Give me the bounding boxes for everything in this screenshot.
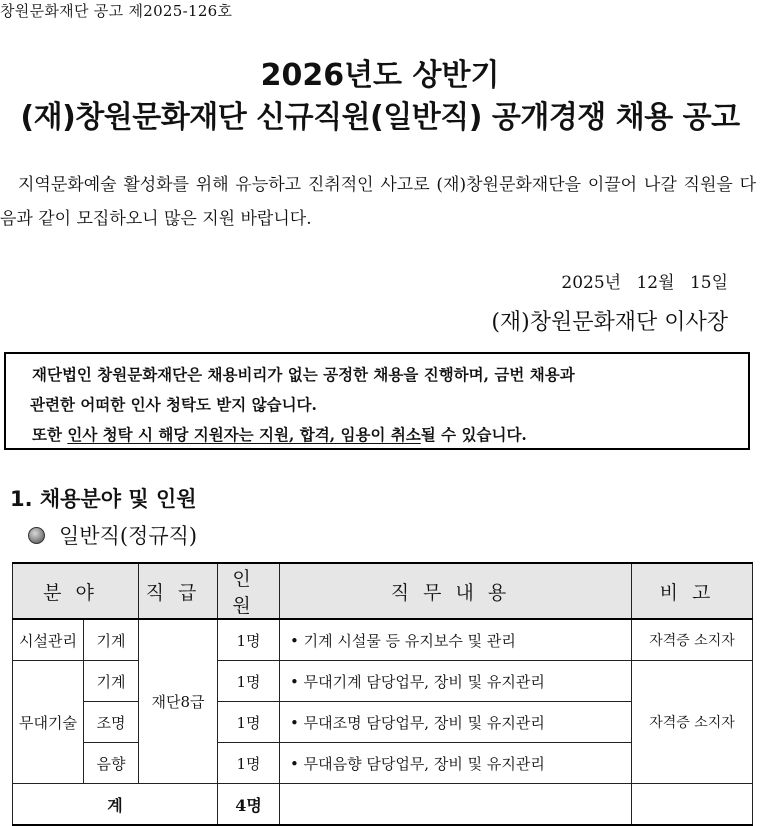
- total-label: 계: [13, 784, 218, 826]
- field-cell: 음향: [84, 743, 139, 784]
- header-field: 분야: [13, 563, 139, 619]
- header-duties: 직무내용: [280, 563, 632, 619]
- count-cell: 1명: [218, 743, 280, 784]
- title-line-2: (재)창원문화재단 신규직원(일반직) 공개경쟁 채용 공고: [20, 100, 740, 135]
- recruitment-table: [12, 562, 753, 826]
- field-cell: 기계: [84, 661, 139, 702]
- ethics-line-3-prefix: 또한: [32, 425, 68, 444]
- duties-cell: • 기계 시설물 등 유지보수 및 관리: [280, 619, 632, 661]
- header-remarks: 비고: [632, 563, 753, 619]
- notice-number: 창원문화재단 공고 제2025-126호: [0, 2, 233, 20]
- section-title: 1. 채용분야 및 인원: [10, 487, 197, 511]
- ethics-line-2: 관련한 어떠한 인사 청탁도 받지 않습니다.: [30, 395, 317, 414]
- notice-date: 2025년 12월 15일: [561, 273, 728, 293]
- total-count: 4명: [218, 784, 280, 826]
- subsection-heading: [28, 520, 197, 550]
- ethics-line-3-suffix: 될 수 있습니다.: [420, 425, 527, 444]
- field-cell: 기계: [84, 619, 139, 661]
- remarks-cell: 자격증 소지자: [632, 661, 753, 784]
- ethics-line-3: [32, 420, 738, 450]
- bullet-circle-icon: [28, 527, 45, 544]
- subsection-label: 일반직(정규직): [59, 524, 198, 548]
- duties-cell: • 무대음향 담당업무, 장비 및 유지관리: [280, 743, 632, 784]
- intro-paragraph: 지역문화예술 활성화를 위해 유능하고 진취적인 사고로 (재)창원문화재단을 이끌어 나갈 직원을 다음과 같이 모집하오니 많은 지원 바랍니다.: [0, 175, 756, 229]
- group-cell: 시설관리: [13, 619, 84, 661]
- total-remarks-empty: [632, 784, 753, 826]
- field-cell: 조명: [84, 702, 139, 743]
- issuer: (재)창원문화재단 이사장: [491, 310, 728, 335]
- table-row: [13, 619, 753, 661]
- table-row: [13, 661, 753, 702]
- group-cell: 무대기술: [13, 661, 84, 784]
- header-grade: 직급: [139, 563, 218, 619]
- table-header-row: [13, 563, 753, 619]
- header-count: 인원: [218, 563, 280, 619]
- grade-cell: 재단8급: [139, 619, 218, 784]
- table-total-row: [13, 784, 753, 826]
- duties-cell: • 무대조명 담당업무, 장비 및 유지관리: [280, 702, 632, 743]
- total-duties-empty: [280, 784, 632, 826]
- ethics-notice-box: [4, 352, 750, 450]
- ethics-line-3-underlined: 인사 청탁 시 해당 지원자는 지원, 합격, 임용이 취소: [67, 425, 421, 444]
- ethics-line-1: 재단법인 창원문화재단은 채용비리가 없는 공정한 채용을 진행하며, 금번 채용과: [32, 365, 575, 384]
- count-cell: 1명: [218, 702, 280, 743]
- count-cell: 1명: [218, 661, 280, 702]
- duties-cell: • 무대기계 담당업무, 장비 및 유지관리: [280, 661, 632, 702]
- title-line-1: 2026년도 상반기: [260, 58, 500, 93]
- remarks-cell: 자격증 소지자: [632, 619, 753, 661]
- count-cell: 1명: [218, 619, 280, 661]
